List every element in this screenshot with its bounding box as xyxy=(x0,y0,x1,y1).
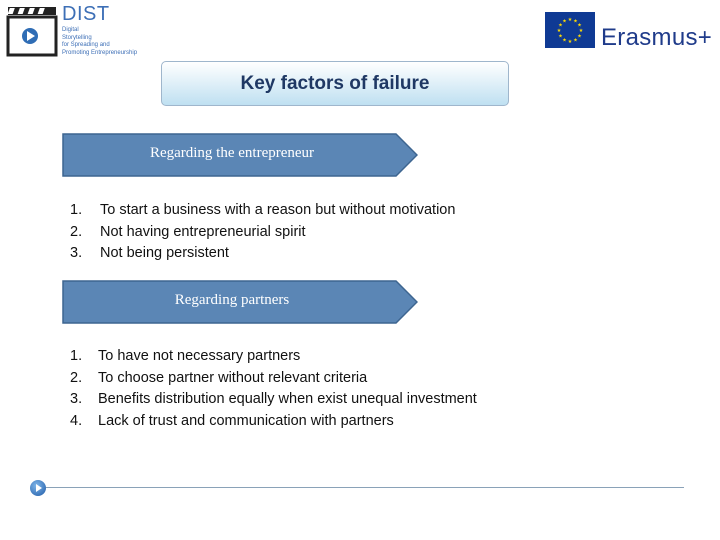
play-circle-icon[interactable] xyxy=(30,480,46,496)
eu-star-icon: ★ xyxy=(578,28,584,34)
eu-flag-icon xyxy=(545,12,595,48)
section-heading: Regarding the entrepreneur xyxy=(149,145,315,161)
eu-star-icon: ★ xyxy=(573,18,578,25)
eu-star-icon: ★ xyxy=(562,37,567,44)
list-number: 2. xyxy=(70,369,83,386)
eu-star-icon: ★ xyxy=(577,22,582,29)
dist-logo-subtitle xyxy=(62,27,152,57)
dist-logo-name: DIST xyxy=(62,3,110,25)
logo-subtitle-line: for Spreading and xyxy=(62,42,110,48)
erasmus-logo-text: Erasmus+ xyxy=(601,24,713,51)
list-number: 1. xyxy=(70,202,83,218)
list-number: 1. xyxy=(70,348,83,364)
list-text: To start a business with a reason but without motivation xyxy=(100,202,456,218)
eu-star-icon: ★ xyxy=(558,33,563,40)
eu-star-icon: ★ xyxy=(567,39,573,45)
list-text: Benefits distribution equally when exist unequal investment xyxy=(98,391,477,407)
slide-title-box xyxy=(161,61,509,106)
logo-subtitle-line: Storytelling xyxy=(62,34,92,41)
list-number: 3. xyxy=(70,391,83,407)
slide-title: Key factors of failure xyxy=(240,72,430,94)
section-heading: Regarding partners xyxy=(174,292,290,308)
list-number: 3. xyxy=(70,245,83,261)
film-clapper-play-icon xyxy=(6,2,58,58)
eu-star-icon: ★ xyxy=(577,33,582,40)
list-text: Not having entrepreneurial spirit xyxy=(100,223,306,240)
list-text: Lack of trust and communication with partners xyxy=(98,412,394,429)
list-number: 2. xyxy=(70,223,83,240)
list-text: Not being persistent xyxy=(100,245,229,261)
eu-star-icon: ★ xyxy=(562,18,567,25)
eu-star-icon: ★ xyxy=(558,22,563,29)
footer-divider xyxy=(36,487,684,488)
eu-star-icon: ★ xyxy=(567,17,573,23)
logo-subtitle-line: Promoting Entrepreneurship xyxy=(62,49,138,56)
list-text: To have not necessary partners xyxy=(98,348,301,364)
eu-star-icon: ★ xyxy=(556,28,562,34)
list-number: 4. xyxy=(70,412,83,429)
section-banner-entrepreneur xyxy=(62,133,418,177)
list-text: To choose partner without relevant criteria xyxy=(98,369,368,386)
section-banner-partners xyxy=(62,280,418,324)
dist-logo xyxy=(6,2,146,60)
logo-subtitle-line: Digital xyxy=(62,27,79,33)
eu-star-icon: ★ xyxy=(573,37,578,44)
